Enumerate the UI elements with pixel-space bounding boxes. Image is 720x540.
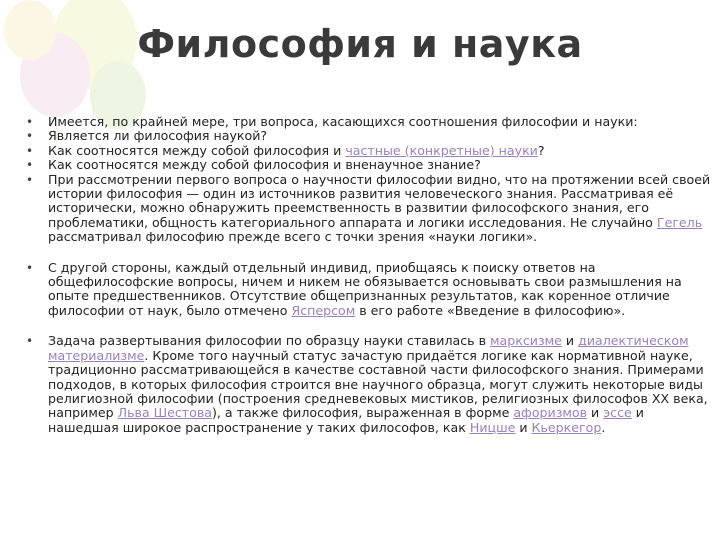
bullet-text: Является ли философия наукой? [48,128,268,144]
hyperlink[interactable]: афоризмов [513,405,588,421]
bullet-dot-icon: • [26,260,34,275]
bullet-text: Задача развертывания философии по образцу науки ставилась в [48,333,491,349]
bullet-item [22,129,712,143]
hyperlink[interactable]: Кьеркегор [531,419,602,435]
bullet-item [22,261,712,319]
bullet-dot-icon: • [26,172,34,187]
hyperlink[interactable]: диалектическом материализме [48,333,689,363]
bullet-text: и [561,333,579,349]
bullet-item [22,158,712,172]
slide-title: Философия и наука [137,22,583,66]
bullet-text: . Кроме того научный статус зачастую придаётся логике как нормативной науке, традиционно рассматривающейся в качестве составной части философского знания. Примерами подходов, в которых философия строится вне научного образца, могут служить некоторые виды религиозной философии (построения средневековых мистиков, религиозных философов XX века, например [48,347,708,421]
bullet-text: и [515,419,532,435]
bullet-dot-icon: • [26,158,34,173]
bullet-item [22,144,712,158]
bullet-text: Как соотносятся между собой философия и вненаучное знание? [48,157,481,173]
bullet-item [22,173,712,245]
bullet-item [22,115,712,129]
bullet-text: Имеется, по крайней мере, три вопроса, касающихся соотношения философии и науки: [48,114,638,129]
bullet-text: ? [537,142,545,158]
hyperlink[interactable]: марксизме [490,333,562,349]
bullet-text: . [601,419,606,435]
hyperlink[interactable]: Ясперсом [291,302,356,318]
bullet-item [22,334,712,435]
bullet-dot-icon: • [26,129,34,144]
bullet-dot-icon: • [26,143,34,158]
bullet-text: в его работе «Введение в философию». [355,302,626,318]
bullet-text: ), а также философия, выраженная в форме [211,405,514,421]
hyperlink[interactable]: Льва Шестова [117,405,212,421]
bullet-text: и [587,405,604,421]
bullet-text: С другой стороны, каждый отдельный индивид, приобщаясь к поиску ответов на общефилософские вопросы, ничем и никем не обязывается основывать свои размышления на опыте предшественников. Отсутствие общепризнанных результатов, как коренное отличие философии от наук, было отмечено [48,259,682,318]
bullet-text: рассматривал философию прежде всего с точки зрения «науки логики». [48,229,538,245]
bullet-text: Как соотносятся между собой философия и [48,142,346,158]
bullet-dot-icon: • [26,334,34,349]
bullet-dot-icon: • [26,115,34,129]
hyperlink[interactable]: эссе [603,405,632,421]
bullet-list [22,115,712,435]
bullet-text: и нашедшая широкое распространение у таких философов, как [48,405,644,435]
hyperlink[interactable]: частные (конкретные) науки [345,142,538,158]
hyperlink[interactable]: Гегель [656,214,703,230]
bullet-text: При рассмотрении первого вопроса о научности философии видно, что на протяжении всей своей истории философия — один из источников развития человеческого знания. Рассматривая её исторически, можно обнаружить преемственность в развитии философского знания, его проблематики, общность категориального аппарата и логики исследования. Не случайно [48,171,711,230]
hyperlink[interactable]: Ницше [469,419,516,435]
